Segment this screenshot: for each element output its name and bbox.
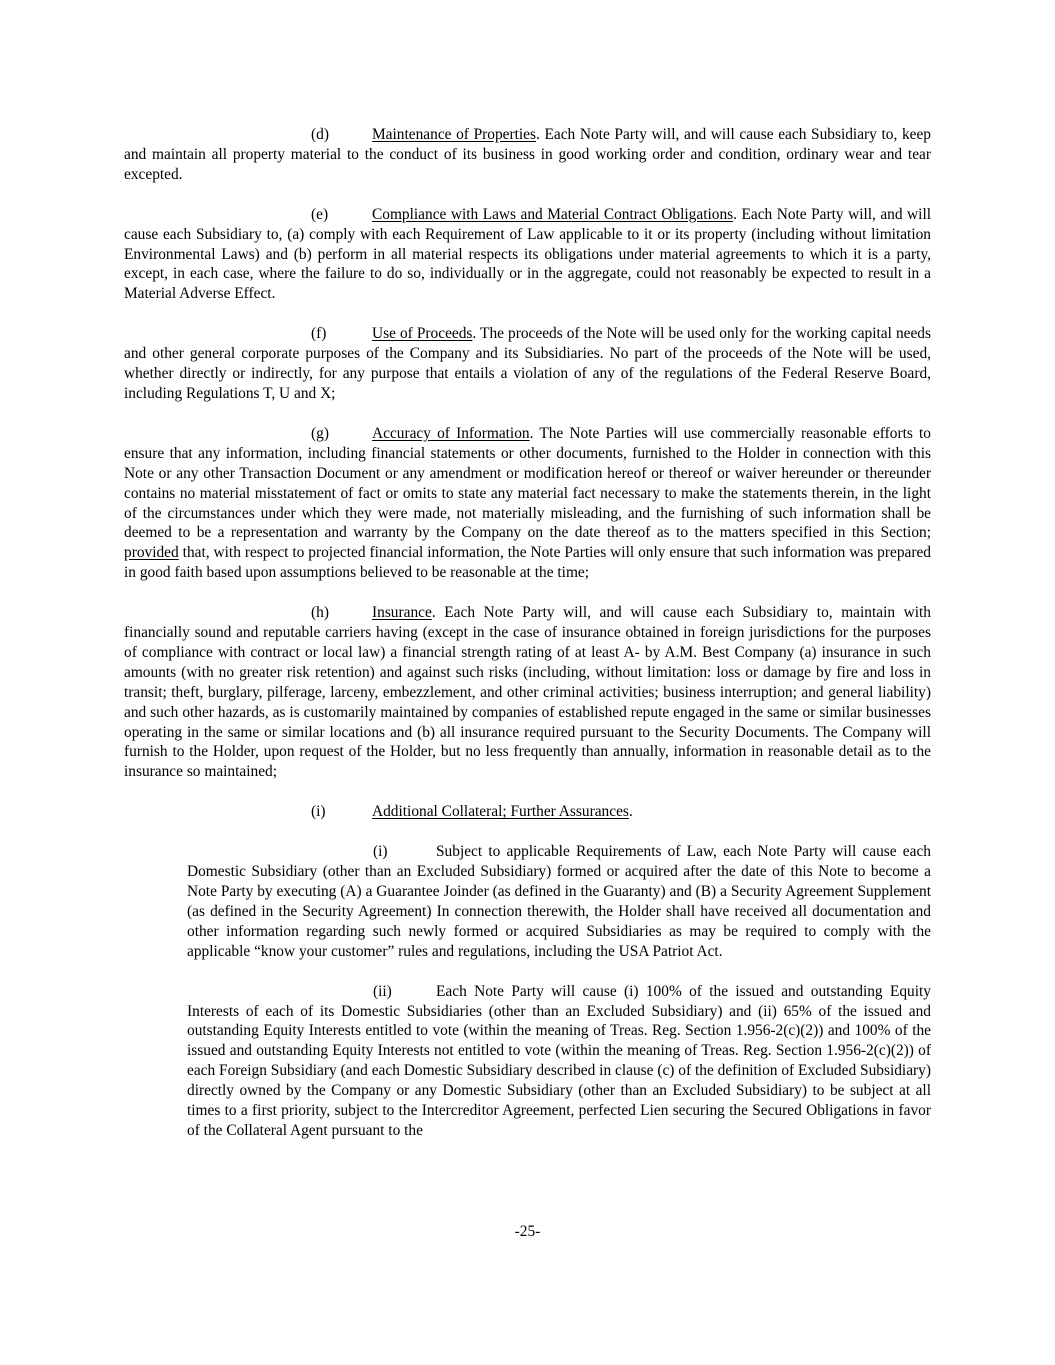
- paragraph-heading: Use of Proceeds: [372, 325, 473, 343]
- paragraph-text: .: [628, 803, 633, 821]
- paragraph-text: . Each Note Party will, and will cause each Subsidiary to, maintain with financially sound and reputable carriers having (except in the case of insurance obtained in foreign jurisdictions for the purposes of compliance with contract or local law) a financial strength rating of at least A- by A.M. Best Company (a) insurance in such amounts (with no greater risk retention) and against such risks (including, without limitation: loss or damage by fire and loss in transit; theft, burglary, pilferage, larceny, embezzlement, and other criminal activities; business interruption; and general liability) and such other hazards, as is customarily maintained by companies of established repute engaged in the same or similar businesses operating in the same or similar locations and (b) all insurance required pursuant to the Security Documents. The Company will furnish to the Holder, upon request of the Holder, but no less frequently than annually, information in reasonable detail as to the insurance so maintained;: [124, 604, 931, 781]
- subparagraph-number: (i): [373, 843, 388, 861]
- paragraph-i: [124, 802, 931, 822]
- paragraph-heading: Maintenance of Properties: [372, 126, 536, 143]
- paragraph-heading: Accuracy of Information: [372, 424, 530, 442]
- paragraph-d: [124, 125, 931, 185]
- paragraph-number: (g): [311, 424, 329, 442]
- paragraph-number: (i): [311, 803, 326, 821]
- paragraph-f: [124, 324, 931, 404]
- subparagraph-number: (ii): [373, 982, 392, 1000]
- paragraph-heading: Additional Collateral; Further Assurances: [372, 803, 629, 821]
- paragraph-text: . The proceeds of the Note will be used only for the working capital needs and other general corporate purposes of the Company and its Subsidiaries. No part of the proceeds of the Note will be used, whether directly or indirectly, for any purpose that entails a violation of any of the regulations of the Federal Reserve Board, including Regulations T, U and X;: [124, 325, 931, 402]
- paragraph-text: . Each Note Party will, and will cause each Subsidiary to, keep and maintain all property material to the conduct of its business in good working order and condition, ordinary wear and tear excepted.: [124, 126, 931, 183]
- paragraph-h: [124, 603, 931, 782]
- subparagraph-text: Subject to applicable Requirements of Law, each Note Party will cause each Domestic Subsidiary (other than an Excluded Subsidiary) formed or acquired after the date of this Note to become a Note Party by executing (A) a Guarantee Joinder (as defined in the Guaranty) and (B) a Security Agreement Supplement (as defined in the Security Agreement) In connection therewith, the Holder shall have received all documentation and other information regarding such newly formed or acquired Subsidiaries as may be required to comply with the applicable “know your customer” rules and regulations, including the USA Patriot Act.: [187, 843, 931, 960]
- paragraph-text: . The Note Parties will use commercially reasonable efforts to ensure that any information, including financial statements or other documents, furnished to the Holder in connection with this Note or any other Transaction Document or any amendment or modification hereof or thereof or waiver hereunder or thereunder contains no material misstatement of fact or omits to state any material fact necessary to make the statements therein, in the light of the circumstances under which they were made, not materially misleading, and the furnishing of such information shall be deemed to be a representation and warranty by the Company on the date thereof as to the matters specified in this Section;: [124, 424, 931, 542]
- paragraph-e: [124, 205, 931, 305]
- subparagraph-i: [187, 842, 931, 961]
- paragraph-number: (h): [311, 604, 329, 622]
- paragraph-text-continued: that, with respect to projected financial information, the Note Parties will only ensure that such information was prepared in good faith based upon assumptions believed to be reasonable at the time;: [124, 544, 931, 582]
- provided-term: provided: [124, 544, 179, 562]
- paragraph-number: (e): [311, 205, 329, 223]
- paragraph-g: [124, 424, 931, 583]
- paragraph-text: . Each Note Party will, and will cause each Subsidiary to, (a) comply with each Requirement of Law applicable to it or its property (including without limitation Environmental Laws) and (b) perform in all material respects its obligations under material agreements to which it is a party, except, in each case, where the failure to do so, individually or in the aggregate, could not reasonably be expected to result in a Material Adverse Effect.: [124, 205, 931, 303]
- paragraph-number: (d): [311, 126, 329, 143]
- paragraph-number: (f): [311, 325, 327, 343]
- paragraph-heading: Compliance with Laws and Material Contract Obligations: [372, 205, 734, 223]
- paragraph-heading: Insurance: [372, 604, 432, 622]
- subparagraph-text: Each Note Party will cause (i) 100% of the issued and outstanding Equity Interests of each of its Domestic Subsidiaries (other than an Excluded Subsidiary) and (ii) 65% of the issued and outstanding Equity Interests entitled to vote (within the meaning of Treas. Reg. Section 1.956-2(c)(2)) and 100% of the issued and outstanding Equity Interests not entitled to vote (within the meaning of Treas. Reg. Section 1.956-2(c)(2)) of each Foreign Subsidiary (and each Domestic Subsidiary described in clause (c) of the definition of Excluded Subsidiary) directly owned by the Company or any Domestic Subsidiary (other than an Excluded Subsidiary) to be subject at all times to a first priority, subject to the Intercreditor Agreement, perfected Lien securing the Secured Obligations in favor of the Collateral Agent pursuant to the: [187, 982, 931, 1139]
- document-page: [124, 125, 931, 1161]
- page-number: -25-: [514, 1223, 541, 1240]
- subparagraph-ii: [187, 982, 931, 1141]
